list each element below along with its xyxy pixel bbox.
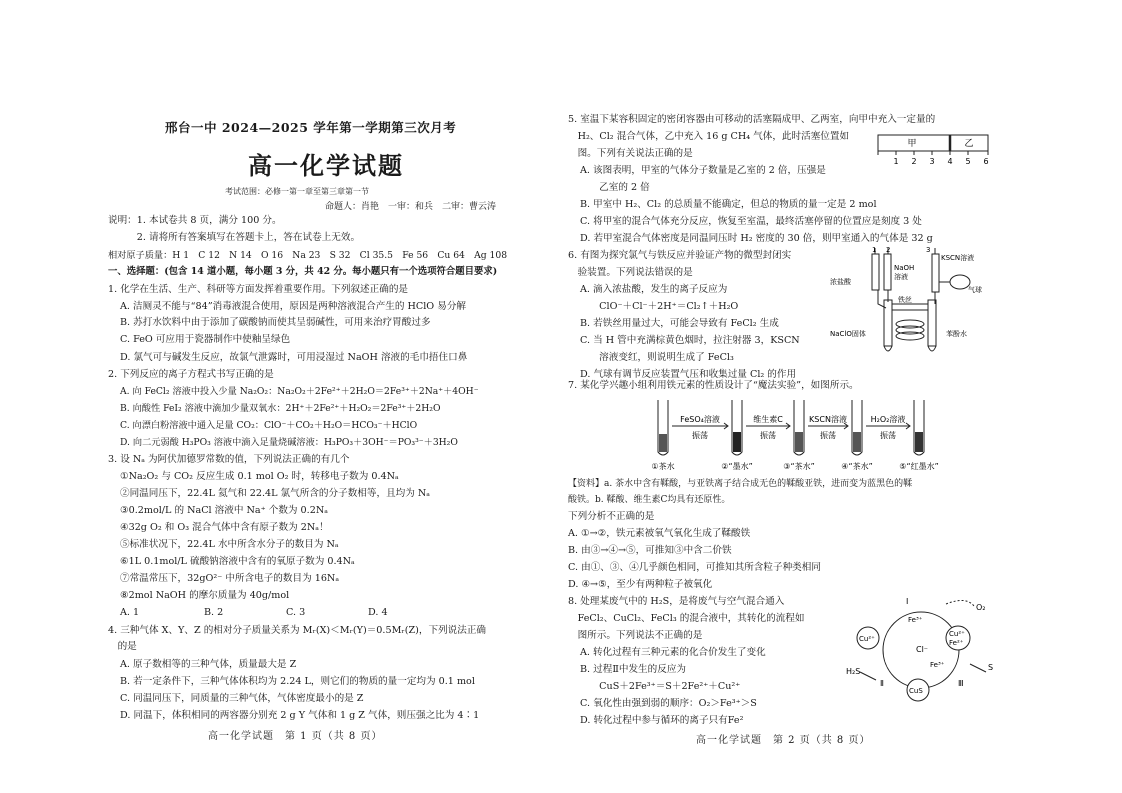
question-2-stem: 2. 下列反应的离子方程式书写正确的是	[108, 369, 274, 380]
question-3-item: ⑧2mol NaOH 的摩尔质量为 40g/mol	[120, 590, 290, 601]
question-1-option-a: A. 洁厕灵不能与“84”消毒液混合使用，原因是两种溶液混合产生的 HClO 易分解	[120, 301, 467, 312]
question-4-option-d: D. 同温下，体积相同的两容器分别充 2 g Y 气体和 1 g Z 气体，则压强之比为 4∶1	[120, 710, 480, 721]
fig-label-3: 3	[926, 246, 931, 254]
cycle-label: Cl⁻	[916, 645, 929, 654]
question-2-option-a: A. 向 FeCl₂ 溶液中投入少量 Na₂O₂：Na₂O₂＋2Fe²⁺＋2H₂O＝2Fe³⁺＋2Na⁺＋4OH⁻	[120, 386, 479, 397]
tube-label: ①茶水	[651, 462, 675, 471]
tick-label: 3	[929, 157, 935, 166]
question-3-item: ⑥1L 0.1mol/L 硫酸钠溶液中含有的氧原子数为 0.4Nₐ	[120, 556, 355, 567]
cycle-label: Fe²⁺	[949, 639, 964, 647]
tick-label: 5	[965, 157, 971, 166]
question-4-option-c: C. 同温同压下，同质量的三种气体，气体密度最小的是 Z	[120, 693, 364, 704]
cycle-label: CuS	[909, 687, 923, 695]
page-footer: 高一化学试题 第 2 页（共 8 页）	[696, 735, 871, 746]
question-8-line: 8. 处理某废气中的 H₂S，是将废气与空气混合通入	[568, 596, 785, 607]
question-5-option-a: A. 该图表明，甲室的气体分子数量是乙室的 2 倍，压强是	[580, 165, 826, 176]
question-6-option-b: B. 若铁丝用量过大，可能会导致有 FeCl₂ 生成	[580, 318, 779, 329]
step-action: 振荡	[880, 431, 896, 440]
question-2-option-b: B. 向酸性 FeI₂ 溶液中滴加少量双氧水：2H⁺＋2Fe²⁺＋H₂O₂＝2Fe³⁺＋2H₂O	[120, 403, 441, 414]
piston-container-figure	[876, 132, 992, 166]
question-1-option-d: D. 氯气可与碱发生反应，故氯气泄露时，可用浸湿过 NaOH 溶液的毛巾捂住口鼻	[120, 352, 468, 363]
question-3-choice-a: A. 1	[120, 607, 140, 618]
question-4-stem-cont: 的是	[108, 641, 137, 652]
fig-label-solution: 溶液	[894, 273, 908, 281]
tube-label: ⑤“红墨水”	[899, 462, 939, 471]
exam-scope: 考试范围：必修一第一章至第三章第一节	[225, 187, 369, 196]
note-line: 2. 请将所有答案填写在答题卡上，答在试卷上无效。	[108, 232, 361, 243]
fig-label-balloon: 气球	[968, 286, 982, 294]
question-8-option-a: A. 转化过程有三种元素的化合价发生了变化	[580, 647, 766, 658]
page-1	[100, 0, 535, 793]
fig-label-naclo: NaClO固体	[830, 330, 866, 338]
cycle-label: Ⅲ	[958, 679, 964, 688]
tick-label: 4	[947, 157, 953, 166]
fig-label-1: 1	[872, 246, 877, 254]
question-8-line: 图所示。下列说法不正确的是	[568, 630, 703, 641]
tube-label: ④“茶水”	[841, 462, 873, 471]
tube-label: ③“茶水”	[783, 462, 815, 471]
question-7-data-note-cont: 酸铁。b. 鞣酸、维生素C均具有还原性。	[568, 495, 731, 505]
question-1-stem: 1. 化学在生活、生产、科研等方面发挥着重要作用。下列叙述正确的是	[108, 284, 409, 295]
fig-label-iron-wire: 铁丝	[898, 296, 912, 304]
step-reagent: H₂O₂溶液	[870, 415, 906, 424]
cycle-label: O₂	[976, 603, 986, 612]
question-5-line: H₂、Cl₂ 混合气体，乙中充入 16 g CH₄ 气体，此时活塞位置如	[568, 131, 850, 142]
question-7-option-d: D. ④→⑤，至少有两种粒子被氧化	[568, 579, 713, 590]
cycle-label: Ⅰ	[906, 597, 909, 606]
step-reagent: FeSO₄溶液	[680, 415, 720, 424]
section-heading: 一、选择题：(包含 14 道小题，每小题 3 分，共 42 分。每小题只有一个选项符合题目要求)	[108, 266, 498, 277]
question-1-option-b: B. 苏打水饮料中由于添加了碳酸钠而使其呈弱碱性，可用来治疗胃酸过多	[120, 317, 431, 328]
fig-label-naoh: NaOH	[894, 264, 915, 272]
question-6-option-a: A. 滴入浓盐酸，发生的离子反应为	[580, 284, 728, 295]
question-3-item: ①Na₂O₂ 与 CO₂ 反应生成 0.1 mol O₂ 时，转移电子数为 0.4Nₐ	[120, 471, 399, 482]
question-4-option-b: B. 若一定条件下，三种气体体积均为 2.24 L，则它们的物质的量一定均为 0.1 mol	[120, 676, 475, 687]
page-footer: 高一化学试题 第 1 页（共 8 页）	[208, 731, 383, 742]
question-5-line: 5. 室温下某容积固定的密闭容器由可移动的活塞隔成甲、乙两室，向甲中充入一定量的	[568, 114, 936, 125]
question-7-option-b: B. 由③→④→⑤，可推知③中含二价铁	[568, 545, 732, 556]
question-8-option-d: D. 转化过程中参与循环的离子只有Fe²	[580, 715, 744, 726]
exam-title: 邢台一中 2024—2025 学年第一学期第三次月考	[165, 120, 457, 135]
question-6-option-d: D. 气球有调节反应装置气压和收集过量 Cl₂ 的作用	[580, 369, 797, 380]
cycle-label: Cu²⁺	[859, 635, 875, 643]
note-line: 说明：1. 本试卷共 8 页，满分 100 分。	[108, 215, 282, 226]
chamber-b-label: 乙	[964, 139, 974, 149]
cycle-label: Cu²⁺	[949, 630, 965, 638]
question-3-item: ⑤标准状况下，22.4L 水中所含水分子的数目为 Nₐ	[120, 539, 339, 550]
exam-authors: 命题人：肖艳 一审：和兵 二审：曹云涛	[325, 202, 497, 212]
question-4-option-a: A. 原子数相等的三种气体，质量最大是 Z	[120, 659, 297, 670]
question-3-item: ④32g O₂ 和 O₃ 混合气体中含有原子数为 2Nₐ！	[120, 522, 329, 533]
question-3-choice-b: B. 2	[204, 607, 224, 618]
question-7-stem: 7. 某化学兴趣小组利用铁元素的性质设计了“魔法实验”，如图所示。	[568, 380, 859, 391]
subject-title: 高一化学试题	[248, 151, 404, 180]
step-reagent: KSCN溶液	[809, 415, 847, 424]
fig-label-2: 2	[886, 246, 891, 254]
question-2-option-d: D. 向二元弱酸 H₃PO₃ 溶液中滴入足量烧碱溶液：H₃PO₃＋3OH⁻＝PO₃³⁻＋3H₂O	[120, 437, 458, 448]
question-3-item: ②同温同压下，22.4L 氦气和 22.4L 氯气所含的分子数相等，且均为 Nₐ	[120, 488, 431, 499]
question-5-line: 图。下列有关说法正确的是	[568, 148, 693, 159]
question-7-ask: 下列分析不正确的是	[568, 511, 655, 522]
step-reagent: 维生素C	[753, 415, 783, 424]
question-3-choice-c: C. 3	[286, 607, 306, 618]
question-7-option-c: C. 由①、③、④几乎颜色相同，可推知其所含粒子种类相同	[568, 562, 821, 573]
step-action: 振荡	[692, 431, 708, 440]
sulfur-cycle-figure	[846, 592, 996, 710]
fig-label-phenol-water: 苯酚水	[946, 330, 967, 338]
fig-label-kscn: KSCN溶液	[941, 254, 975, 262]
cycle-label: Ⅱ	[880, 679, 884, 688]
question-8-option-c: C. 氧化性由强到弱的顺序：O₂＞Fe³⁺＞S	[580, 698, 757, 709]
question-3-stem: 3. 设 Nₐ 为阿伏加德罗常数的值，下列说法正确的有几个	[108, 454, 350, 465]
question-8-option-b-cont: CuS＋2Fe³⁺＝S＋2Fe²⁺＋Cu²⁺	[580, 681, 741, 692]
step-action: 振荡	[820, 431, 836, 440]
question-7-option-a: A. ①→②，铁元素被氧气氧化生成了鞣酸铁	[568, 528, 751, 539]
question-7-data-note: 【资料】a. 茶水中含有鞣酸，与亚铁离子结合成无色的鞣酸亚铁，进而变为蓝黑色的鞣	[568, 479, 913, 489]
page-2	[560, 0, 1000, 793]
apparatus-figure	[828, 244, 1000, 364]
cycle-label: H₂S	[846, 667, 861, 676]
cycle-label: Fe³⁺	[908, 616, 923, 624]
question-5-option-b: B. 甲室中 H₂、Cl₂ 的总质量不能确定，但总的物质的量一定是 2 mol	[580, 199, 877, 210]
question-6-option-c-cont: 溶液变红，则说明生成了 FeCl₃	[580, 352, 734, 363]
tick-label: 2	[911, 157, 917, 166]
step-action: 振荡	[760, 431, 776, 440]
question-5-option-d: D. 若甲室混合气体密度是同温同压时 H₂ 密度的 30 倍，则甲室通入的气体是 32 g	[580, 233, 933, 244]
tick-label: 1	[893, 157, 899, 166]
question-6-line: 6. 有图为探究氯气与铁反应并验证产物的微型封闭实	[568, 250, 792, 261]
question-3-item: ③0.2mol/L 的 NaCl 溶液中 Na⁺ 个数为 0.2Nₐ	[120, 505, 328, 516]
question-5-option-c: C. 将甲室的混合气体充分反应，恢复至室温，最终活塞停留的位置应是刻度 3 处	[580, 216, 922, 227]
magic-experiment-figure	[644, 396, 944, 474]
atomic-masses: 相对原子质量：H 1 C 12 N 14 O 16 Na 23 S 32 Cl 35.5 Fe 56 Cu 64 Ag 108	[108, 250, 508, 261]
question-5-option-a-cont: 乙室的 2 倍	[580, 182, 650, 193]
question-6-line: 验装置。下列说法错误的是	[568, 267, 693, 278]
question-6-option-a-cont: ClO⁻＋Cl⁻＋2H⁺＝Cl₂↑＋H₂O	[580, 301, 739, 312]
tick-label: 6	[983, 157, 989, 166]
question-1-option-c: C. FeO 可应用于瓷器制作中使釉呈绿色	[120, 334, 291, 345]
question-8-option-b: B. 过程Ⅱ中发生的反应为	[580, 664, 687, 675]
fig-label-hcl: 浓盐酸	[830, 278, 851, 286]
tube-label: ②“墨水”	[721, 462, 753, 471]
chamber-a-label: 甲	[907, 139, 917, 149]
cycle-label: S	[988, 663, 994, 672]
question-2-option-c: C. 向漂白粉溶液中通入足量 CO₂：ClO⁻＋CO₂＋H₂O＝HCO₃⁻＋HClO	[120, 420, 418, 431]
question-8-line: FeCl₂、CuCl₂、FeCl₃ 的混合液中，其转化的流程如	[568, 613, 805, 624]
question-3-item: ⑦常温常压下，32gO²⁻ 中所含电子的数目为 16Nₐ	[120, 573, 340, 584]
question-6-option-c: C. 当 H 管中充满棕黄色烟时，拉注射器 3，KSCN	[580, 335, 800, 346]
cycle-label: Fe³⁺	[930, 661, 945, 669]
question-4-stem: 4. 三种气体 X、Y、Z 的相对分子质量关系为 Mᵣ(X)＜Mᵣ(Y)＝0.5Mᵣ(Z)，下列说法正确	[108, 625, 487, 636]
question-3-choice-d: D. 4	[368, 607, 388, 618]
